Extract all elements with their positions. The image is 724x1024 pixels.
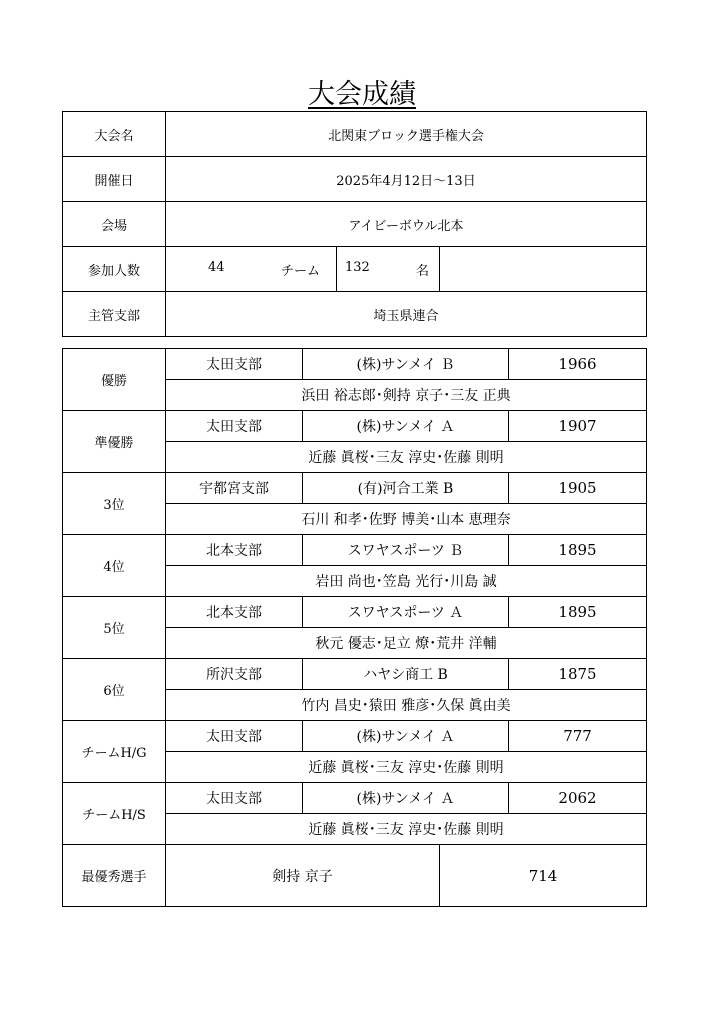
team-name: (株)サンメイ Ａ <box>303 721 509 752</box>
venue-value: アイビーボウル北本 <box>166 202 647 247</box>
result-row <box>63 597 647 628</box>
score-value: 1895 <box>509 535 647 566</box>
score-value: 1905 <box>509 473 647 504</box>
participants-label: 参加人数 <box>63 247 166 292</box>
member-names: 浜田 裕志郎･剣持 京子･三友 正典 <box>166 380 647 411</box>
date-value: 2025年4月12日～13日 <box>166 157 647 202</box>
team-name: (株)サンメイ Ｂ <box>303 349 509 380</box>
result-row <box>63 349 647 380</box>
rank-label: 5位 <box>63 597 166 659</box>
team-name: スワヤスポーツ Ａ <box>303 597 509 628</box>
venue-label: 会場 <box>63 202 166 247</box>
result-row <box>63 473 647 504</box>
score-value: 1907 <box>509 411 647 442</box>
member-names: 石川 和孝･佐野 博美･山本 恵理奈 <box>166 504 647 535</box>
member-names: 秋元 優志･足立 燎･荒井 洋輔 <box>166 628 647 659</box>
score-value: 1875 <box>509 659 647 690</box>
rank-label: チームH/S <box>63 783 166 845</box>
venue-row <box>63 202 647 247</box>
team-name: ハヤシ商工 B <box>303 659 509 690</box>
date-label: 開催日 <box>63 157 166 202</box>
tournament-info-table <box>62 111 647 337</box>
result-row <box>63 783 647 814</box>
score-value: 1966 <box>509 349 647 380</box>
branch-name: 所沢支部 <box>166 659 303 690</box>
organizer-row <box>63 292 647 337</box>
tournament-name-row <box>63 112 647 157</box>
person-count-cell <box>337 247 440 292</box>
rank-label: 3位 <box>63 473 166 535</box>
rank-label: 6位 <box>63 659 166 721</box>
date-row <box>63 157 647 202</box>
organizer-label: 主管支部 <box>63 292 166 337</box>
result-row <box>63 411 647 442</box>
branch-name: 太田支部 <box>166 721 303 752</box>
mvp-row <box>63 845 647 907</box>
person-count: 132 <box>345 259 370 275</box>
result-row <box>63 721 647 752</box>
result-row <box>63 535 647 566</box>
organizer-value: 埼玉県連合 <box>166 292 647 337</box>
team-count: 44 <box>208 259 225 275</box>
branch-name: 北本支部 <box>166 535 303 566</box>
score-value: 2062 <box>509 783 647 814</box>
rank-label: 準優勝 <box>63 411 166 473</box>
team-name: スワヤスポーツ Ｂ <box>303 535 509 566</box>
branch-name: 北本支部 <box>166 597 303 628</box>
branch-name: 太田支部 <box>166 411 303 442</box>
mvp-name: 剣持 京子 <box>166 845 440 907</box>
result-row <box>63 659 647 690</box>
participants-row <box>63 247 647 292</box>
results-table <box>62 348 647 907</box>
branch-name: 太田支部 <box>166 783 303 814</box>
branch-name: 宇都宮支部 <box>166 473 303 504</box>
person-unit: 名 <box>415 263 429 279</box>
rank-label: チームH/G <box>63 721 166 783</box>
page-title: 大会成績 <box>308 79 416 110</box>
member-names: 近藤 眞桜･三友 淳史･佐藤 則明 <box>166 752 647 783</box>
branch-name: 太田支部 <box>166 349 303 380</box>
rank-label: 優勝 <box>63 349 166 411</box>
rank-label: 4位 <box>63 535 166 597</box>
mvp-label: 最優秀選手 <box>63 845 166 907</box>
team-count-cell <box>166 247 337 292</box>
team-name: (有)河合工業 B <box>303 473 509 504</box>
mvp-score: 714 <box>440 845 647 907</box>
team-name: (株)サンメイ Ａ <box>303 783 509 814</box>
member-names: 竹内 昌史･猿田 雅彦･久保 眞由美 <box>166 690 647 721</box>
participants-blank <box>440 247 647 292</box>
member-names: 近藤 眞桜･三友 淳史･佐藤 則明 <box>166 442 647 473</box>
member-names: 近藤 眞桜･三友 淳史･佐藤 則明 <box>166 814 647 845</box>
team-unit: チーム <box>280 263 320 279</box>
score-value: 777 <box>509 721 647 752</box>
tournament-label: 大会名 <box>63 112 166 157</box>
member-names: 岩田 尚也･笠島 光行･川島 誠 <box>166 566 647 597</box>
tournament-name: 北関東ブロック選手権大会 <box>166 112 647 157</box>
score-value: 1895 <box>509 597 647 628</box>
team-name: (株)サンメイ Ａ <box>303 411 509 442</box>
